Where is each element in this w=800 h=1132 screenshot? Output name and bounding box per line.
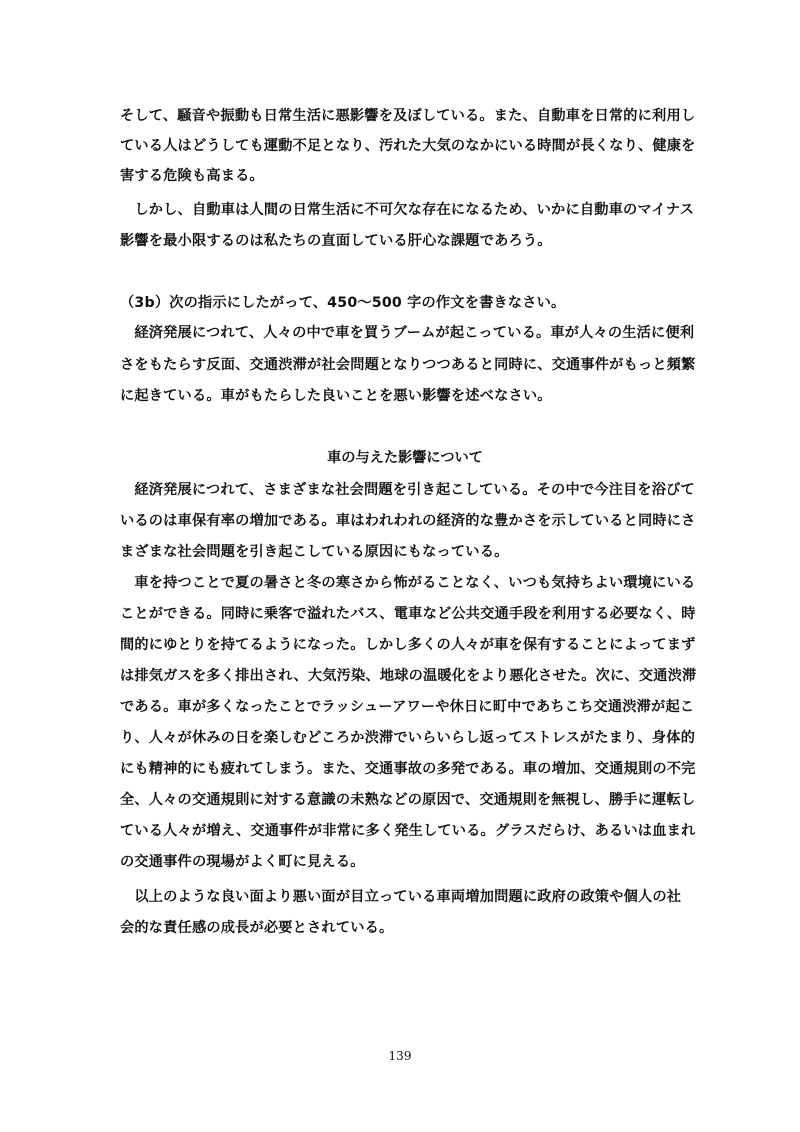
text-line: しかし、自動車は人間の日常生活に不可欠な存在になるため、いかに自動車のマイナス <box>120 202 695 218</box>
text-line: いるのは車保有率の増加である。車はわれわれの経済的な豊かさを示していると同時にさ <box>120 513 696 529</box>
essay-title: 車の与えた影響について <box>327 450 483 466</box>
text-line: まざまな社会問題を引き起こしている原因にもなっている。 <box>120 544 509 560</box>
page-number: 139 <box>388 1049 412 1063</box>
text-line: ている人はどうしても運動不足となり、汚れた大気のなかにいる時間が長くなり、健康を <box>120 138 696 154</box>
text-line: ことができる。同時に乗客で溢れたバス、電車など公共交通手段を利用する必要なく、時 <box>120 606 696 622</box>
text-line: 間的にゆとりを持てるようになった。しかし多くの人々が車を保有することによってまず <box>120 637 696 653</box>
text-line: そして、騒音や振動も日常生活に悪影響を及ぼしている。また、自動車を日常的に利用し <box>120 108 696 124</box>
text-line: 全、人々の交通規則に対する意識の未熟などの原因で、交通規則を無視し、勝手に運転し <box>120 792 696 808</box>
text-line: 以上のような良い面より悪い面が目立っている車両増加問題に政府の政策や個人の社 <box>120 889 682 905</box>
text-line: さをもたらす反面、交通渋滞が社会問題となりつつあると同時に、交通事件がもっと頻繁 <box>120 357 696 373</box>
text-line: 会的な責任感の成長が必要とされている。 <box>120 920 394 936</box>
text-line: 経済発展につれて、人々の中で車を買うブームが起こっている。車が人々の生活に便利 <box>120 325 695 341</box>
text-line: 車を持つことで夏の暑さと冬の寒さから怖がることなく、いつも気持ちよい環境にいる <box>120 575 696 591</box>
text-line: の交通事件の現場がよく町に見える。 <box>120 854 365 870</box>
text-line: である。車が多くなったことでラッシューアワーや休日に町中であちこち交通渋滞が起こ <box>120 699 695 715</box>
text-line: 害する危険も高まる。 <box>120 168 264 184</box>
text-line: ている人々が増え、交通事件が非常に多く発生している。グラスだらけ、あるいは血まれ <box>120 823 696 839</box>
text-line: に起きている。車がもたらした良いことを悪い影響を述べなさい。 <box>120 388 552 404</box>
text-line: にも精神的にも疲れてしまう。また、交通事故の多発である。車の増加、交通規則の不完 <box>120 761 696 777</box>
assignment-heading: （3b）次の指示にしたがって、450～500 字の作文を書きなさい。 <box>120 295 566 311</box>
text-line: り、人々が休みの日を楽しむどころか渋滞でいらいらし返ってストレスがたまり、身体的 <box>120 730 696 746</box>
text-line: 経済発展につれて、さまざまな社会問題を引き起こしている。その中で今注目を浴びて <box>120 482 695 498</box>
text-line: は排気ガスを多く排出され、大気汚染、地球の温暖化をより悪化させた。次に、交通渋滞 <box>120 668 697 684</box>
text-line: 影響を最小限するのは私たちの直面している肝心な課題であろう。 <box>120 233 552 249</box>
